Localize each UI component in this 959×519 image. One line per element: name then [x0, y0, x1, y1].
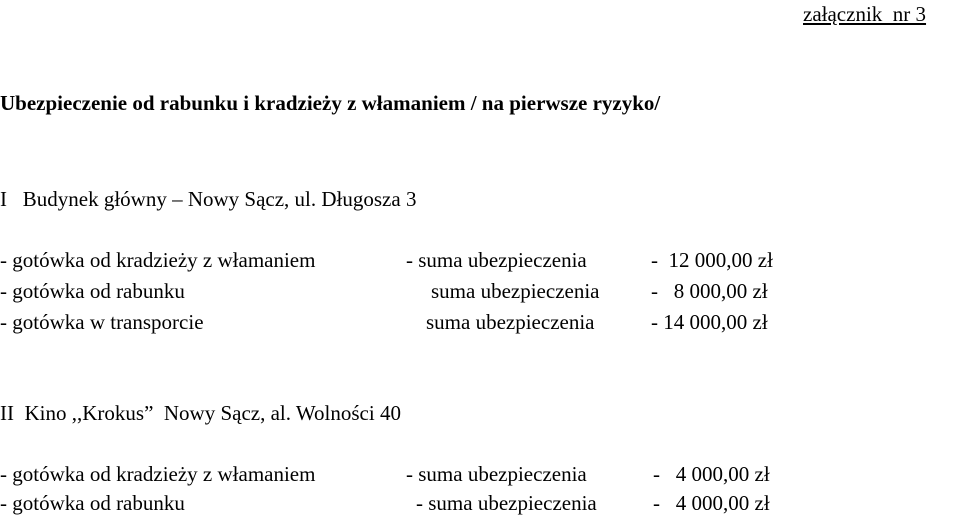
- section-1-heading: I Budynek główny – Nowy Sącz, ul. Długosza 3: [0, 187, 417, 211]
- row-item: - gotówka od rabunku: [0, 491, 185, 515]
- row-amount: - 4 000,00 zł: [653, 462, 770, 486]
- row-amount: - 4 000,00 zł: [653, 491, 770, 515]
- row-item: - gotówka od kradzieży z włamaniem: [0, 248, 316, 272]
- section-2-heading: II Kino ,,Krokus” Nowy Sącz, al. Wolności 40: [0, 401, 401, 425]
- row-item: - gotówka od rabunku: [0, 279, 185, 303]
- row-label: suma ubezpieczenia: [426, 310, 595, 334]
- row-label: - suma ubezpieczenia: [416, 491, 597, 515]
- row-item: - gotówka w transporcie: [0, 310, 204, 334]
- row-label: suma ubezpieczenia: [431, 279, 600, 303]
- row-label: - suma ubezpieczenia: [406, 462, 587, 486]
- document-title: Ubezpieczenie od rabunku i kradzieży z włamaniem / na pierwsze ryzyko/: [0, 91, 661, 115]
- annex-label: załącznik nr 3: [803, 2, 927, 26]
- row-amount: - 8 000,00 zł: [651, 279, 768, 303]
- row-item: - gotówka od kradzieży z włamaniem: [0, 462, 316, 486]
- row-amount: - 12 000,00 zł: [651, 248, 773, 272]
- row-label: - suma ubezpieczenia: [406, 248, 587, 272]
- row-amount: - 14 000,00 zł: [651, 310, 768, 334]
